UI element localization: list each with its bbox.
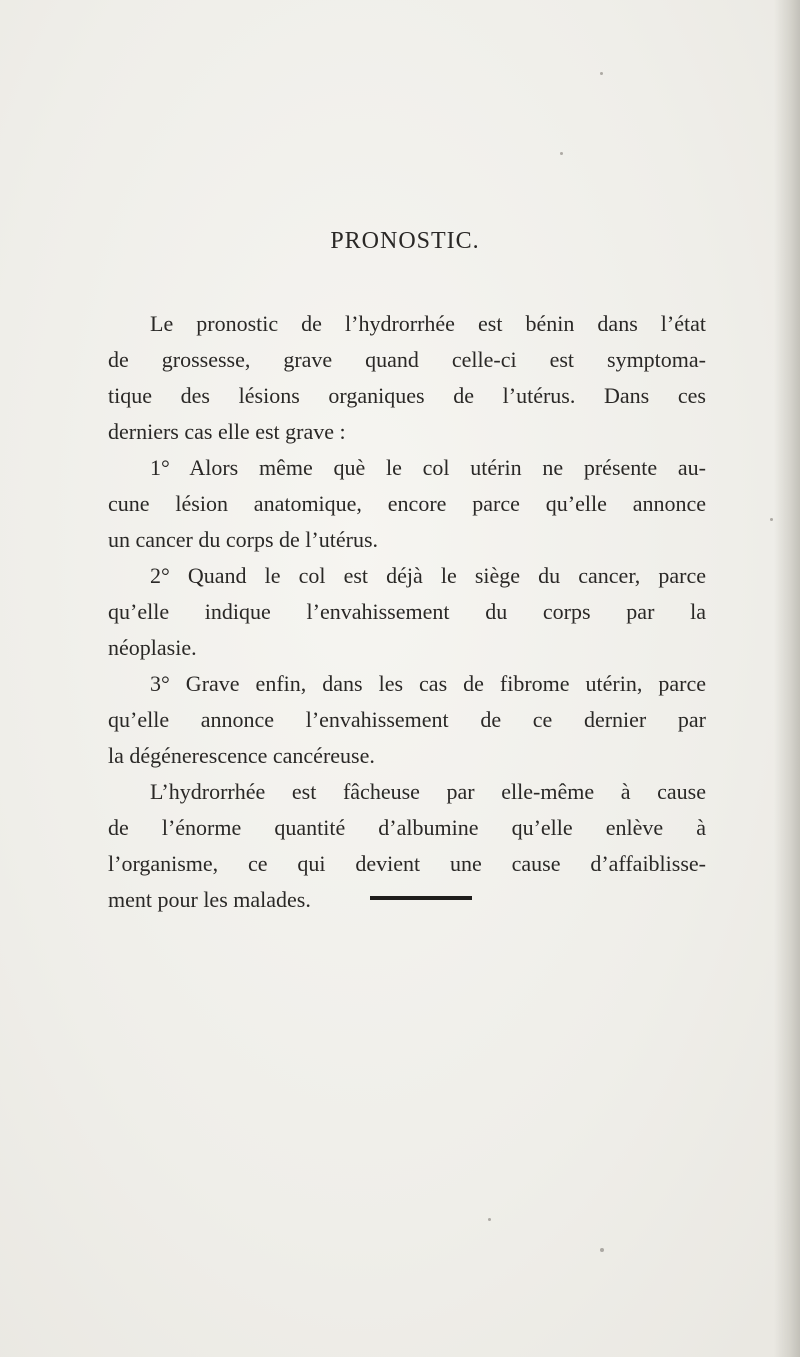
text-line: cune lésion anatomique, encore parce qu’elle annonce (108, 491, 706, 516)
paper-speck (770, 518, 773, 521)
text-line: qu’elle indique l’envahissement du corps par la (108, 599, 706, 624)
paper-speck (600, 1248, 604, 1252)
text-line: qu’elle annonce l’envahissement de ce dernier par (108, 707, 706, 732)
text-line: tique des lésions organiques de l’utérus. Dans ces (108, 383, 706, 408)
paper-speck (560, 152, 563, 155)
text-line: ment pour les malades. (108, 887, 311, 912)
body-text (108, 306, 706, 918)
end-rule (370, 896, 472, 900)
text-line: de grossesse, grave quand celle-ci est symptoma- (108, 347, 706, 372)
text-line: 1° Alors même què le col utérin ne présente au- (150, 455, 706, 480)
text-line: 3° Grave enfin, dans les cas de fibrome utérin, parce (150, 671, 706, 696)
text-line: un cancer du corps de l’utérus. (108, 527, 379, 552)
text-line: la dégénerescence cancéreuse. (108, 743, 375, 768)
text-line: L’hydrorrhée est fâcheuse par elle-même à cause (150, 779, 706, 804)
text-line: 2° Quand le col est déjà le siège du cancer, parce (150, 563, 706, 588)
page-edge-shadow (774, 0, 800, 1357)
text-line: l’organisme, ce qui devient une cause d’affaiblisse- (108, 851, 706, 876)
text-line: de l’énorme quantité d’albumine qu’elle enlève à (108, 815, 706, 840)
paper-speck (600, 72, 603, 75)
text-line: néoplasie. (108, 635, 197, 660)
paper-speck (488, 1218, 491, 1221)
text-line: derniers cas elle est grave : (108, 419, 346, 444)
page-title: PRONOSTIC. (330, 228, 480, 254)
text-line: Le pronostic de l’hydrorrhée est bénin dans l’état (150, 311, 706, 336)
